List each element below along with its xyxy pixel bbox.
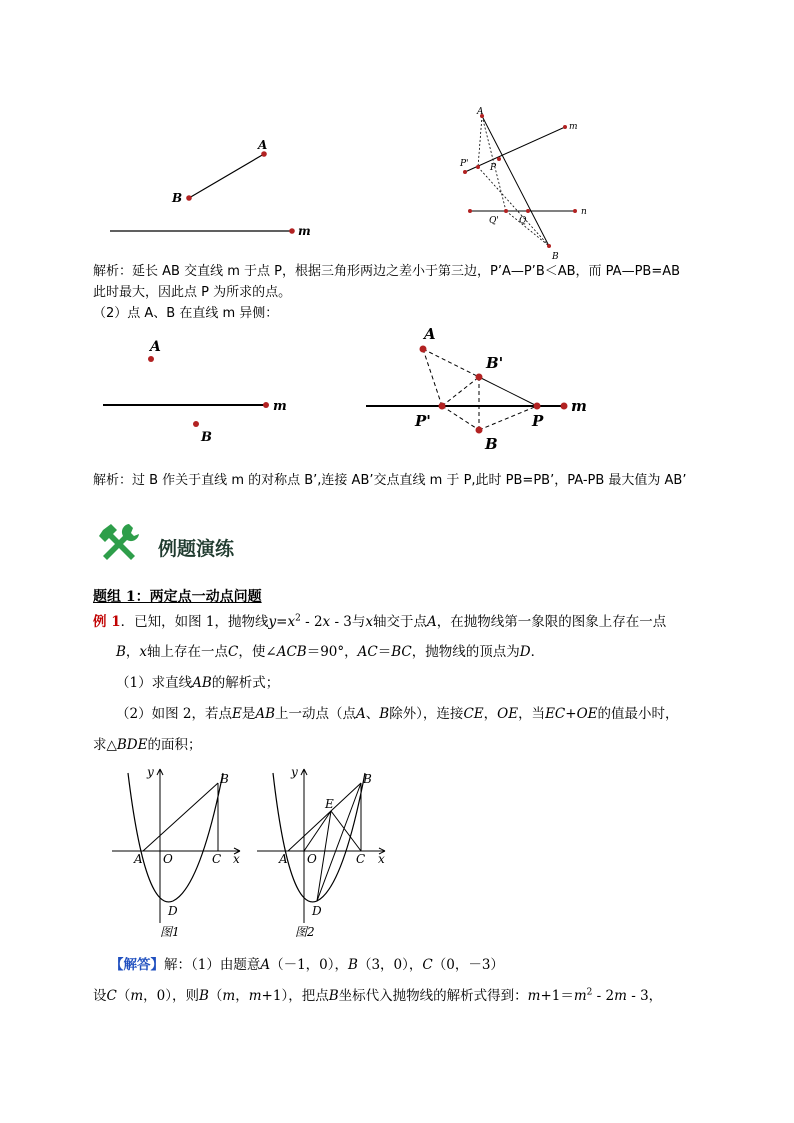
svg-text:B: B [485,435,498,453]
svg-text:P': P' [460,159,469,169]
svg-text:P: P [490,163,497,173]
svg-text:B: B [552,252,559,262]
graph-figure-1 [110,763,250,941]
svg-text:A: A [424,325,436,343]
svg-text:E: E [325,797,334,811]
svg-text:D: D [168,904,178,918]
line-m-end [289,228,295,234]
svg-text:P: P [532,412,544,430]
figure-opposite-sides [100,335,300,450]
group-title: 题组 1：两定点一动点问题 [93,589,262,605]
svg-text:x: x [233,852,240,866]
label-b: B [172,191,183,205]
svg-text:A: A [279,852,288,866]
example-line-1: 例 1．已知，如图 1，抛物线$y=x^2 - 2x - 3$与x轴交于点A，在抛物线第一象限的图象上存在一点 [93,613,667,630]
svg-text:B: B [363,772,372,786]
svg-text:Q': Q' [489,216,499,226]
section-heading: 例题演练 [158,538,235,560]
analysis-1-line-2: 此时最大，因此点 P 为所求的点。 [93,285,292,300]
svg-text:图2: 图2 [295,925,315,939]
svg-text:C: C [356,852,366,866]
tools-icon [97,522,143,562]
analysis-1-line-1: 解析：延长 AB 交直线 m 于点 P，根据三角形两边之差小于第三边，P’A—P’B＜AB，而 PA—PB=AB [93,264,681,279]
figure-two-lines [455,105,595,265]
question-1: （1）求直线AB的解析式； [116,675,280,691]
svg-text:m: m [571,397,587,415]
label-a: A [258,138,268,152]
svg-text:图1: 图1 [160,925,180,939]
svg-text:D: D [312,904,322,918]
svg-text:A: A [150,339,161,355]
svg-text:P': P' [415,412,431,430]
svg-text:A: A [477,107,484,117]
svg-text:Q: Q [519,216,527,226]
figure-same-side-segment [100,135,320,240]
graph-figure-2 [255,763,395,941]
svg-text:m: m [569,122,578,132]
svg-text:B: B [201,430,212,445]
question-2-line-2: 求△BDE的面积； [93,737,202,753]
svg-text:B': B' [486,354,504,372]
svg-text:A: A [134,852,143,866]
figure-reflection [360,320,600,455]
question-2-line-1: （2）如图 2，若点E是AB上一动点（点A、B除外），连接CE，OE，当EC+OE的值最小时， [116,706,679,722]
analysis-2: 解析：过 B 作关于直线 m 的对称点 B’,连接 AB’交点直线 m 于 P,此时 PB=PB’，PA-PB 最大值为 AB’ [93,473,687,488]
example-line-2: B，x轴上存在一点C，使∠ACB＝90°，AC＝BC，抛物线的顶点为D． [116,644,545,660]
svg-text:x: x [378,852,385,866]
svg-text:m: m [273,399,287,414]
svg-text:n: n [581,207,587,217]
svg-text:C: C [212,852,222,866]
svg-text:O: O [163,852,173,866]
case-2-title: （2）点 A、B 在直线 m 异侧： [93,306,279,321]
svg-text:y: y [291,765,298,779]
svg-text:y: y [147,765,154,779]
point-b [186,195,192,201]
svg-text:O: O [307,852,317,866]
answer-line-2: 设C（m，0），则B（m，m+1），把点B坐标代入抛物线的解析式得到：$m+1=m^2 - 2m - 3$， [93,987,663,1004]
point-a [261,151,267,157]
answer-line-1: 【解答】解：（1）由题意A（－1，0），B（3，0），C（0，－3） [110,957,504,973]
label-m: m [298,224,311,238]
svg-text:B: B [220,772,229,786]
